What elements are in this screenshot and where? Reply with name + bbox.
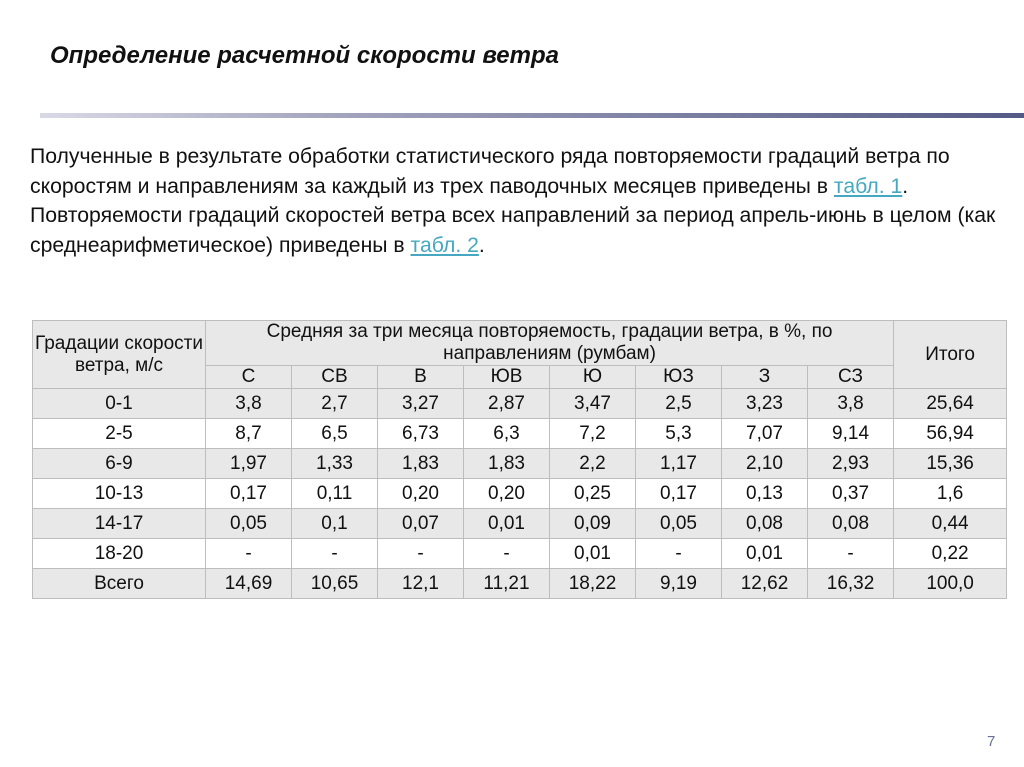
- table-1-link[interactable]: табл. 1: [833, 174, 903, 198]
- wind-frequency-table: [32, 320, 1007, 599]
- table-row: [33, 449, 1007, 479]
- table-cell: -: [636, 539, 722, 569]
- header-direction: СЗ: [808, 366, 894, 389]
- table-cell: 0,08: [808, 509, 894, 539]
- table-cell: 9,19: [636, 569, 722, 599]
- slide-title: Определение расчетной скорости ветра: [50, 42, 559, 69]
- table-cell: 1,83: [464, 449, 550, 479]
- header-total: Итого: [894, 321, 1007, 389]
- table-cell: 2,87: [464, 389, 550, 419]
- table-cell: 2,93: [808, 449, 894, 479]
- table-cell: 0,17: [636, 479, 722, 509]
- table-cell: 25,64: [894, 389, 1007, 419]
- table-cell: 3,27: [378, 389, 464, 419]
- intro-text-1: Полученные в результате обработки статистического ряда повторяемости градаций ветра по скоростям и направлениям за каждый из трех паводочных месяцев приведены в: [30, 145, 950, 198]
- table-cell: 5,3: [636, 419, 722, 449]
- table-cell: 6,5: [292, 419, 378, 449]
- table-2-link[interactable]: табл. 2: [410, 233, 479, 257]
- intro-paragraph: [30, 142, 1000, 260]
- table-cell: 0,20: [378, 479, 464, 509]
- table-cell: 2,2: [550, 449, 636, 479]
- header-direction: ЮЗ: [636, 366, 722, 389]
- page-number: 7: [987, 733, 996, 750]
- table-cell: 1,17: [636, 449, 722, 479]
- table-cell: 0,25: [550, 479, 636, 509]
- table-cell: 0,44: [894, 509, 1007, 539]
- title-divider: [40, 113, 1024, 118]
- table-cell: 16,32: [808, 569, 894, 599]
- table-cell: 0,01: [464, 509, 550, 539]
- table-cell: 0,01: [550, 539, 636, 569]
- table-row: [33, 509, 1007, 539]
- table-cell: 0,09: [550, 509, 636, 539]
- table-cell: 0-1: [33, 389, 206, 419]
- table-cell: -: [808, 539, 894, 569]
- table-cell: 0,11: [292, 479, 378, 509]
- table-cell: 15,36: [894, 449, 1007, 479]
- table-cell: 0,22: [894, 539, 1007, 569]
- table-cell: 6-9: [33, 449, 206, 479]
- table-cell: 0,37: [808, 479, 894, 509]
- table-cell: 0,05: [636, 509, 722, 539]
- table-total-row: [33, 569, 1007, 599]
- table-cell: 7,07: [722, 419, 808, 449]
- table-row: [33, 419, 1007, 449]
- table-cell: 18,22: [550, 569, 636, 599]
- header-direction: З: [722, 366, 808, 389]
- table-cell: -: [464, 539, 550, 569]
- table-cell: 0,01: [722, 539, 808, 569]
- table-row: [33, 479, 1007, 509]
- table-cell: 3,8: [808, 389, 894, 419]
- table-cell: 2,10: [722, 449, 808, 479]
- header-direction: Ю: [550, 366, 636, 389]
- table-cell: 18-20: [33, 539, 206, 569]
- header-direction-frequency: Средняя за три месяца повторяемость, градации ветра, в %, по направлениям (румбам): [206, 321, 894, 366]
- table-cell: 6,3: [464, 419, 550, 449]
- table-cell: 0,13: [722, 479, 808, 509]
- table-cell: 100,0: [894, 569, 1007, 599]
- table-cell: 2-5: [33, 419, 206, 449]
- table-cell: -: [378, 539, 464, 569]
- table-cell: 3,23: [722, 389, 808, 419]
- table-cell: 12,62: [722, 569, 808, 599]
- intro-text-2: . Повторяемости градаций скоростей ветра всех направлений за период апрель-июнь в целом (как среднеарифметическое) приведены в: [30, 174, 996, 257]
- table-cell: 12,1: [378, 569, 464, 599]
- table-cell: 1,33: [292, 449, 378, 479]
- table-cell: 8,7: [206, 419, 292, 449]
- table-cell: 6,73: [378, 419, 464, 449]
- table-cell: 0,17: [206, 479, 292, 509]
- table-cell: 1,97: [206, 449, 292, 479]
- table-cell: 2,7: [292, 389, 378, 419]
- table-cell: 14-17: [33, 509, 206, 539]
- table-cell: 10,65: [292, 569, 378, 599]
- header-direction: ЮВ: [464, 366, 550, 389]
- table-cell: 3,8: [206, 389, 292, 419]
- table-row: [33, 539, 1007, 569]
- table-row: [33, 389, 1007, 419]
- table-cell: 10-13: [33, 479, 206, 509]
- table-cell: 14,69: [206, 569, 292, 599]
- table-cell: 2,5: [636, 389, 722, 419]
- table-cell: 9,14: [808, 419, 894, 449]
- table-cell: 0,05: [206, 509, 292, 539]
- table-cell: 0,20: [464, 479, 550, 509]
- table-cell: -: [206, 539, 292, 569]
- header-direction: В: [378, 366, 464, 389]
- table-cell: 1,6: [894, 479, 1007, 509]
- table-cell: 0,1: [292, 509, 378, 539]
- table-cell: 1,83: [378, 449, 464, 479]
- table-cell: 3,47: [550, 389, 636, 419]
- table-cell: 0,08: [722, 509, 808, 539]
- header-gradations: Градации скорости ветра, м/с: [33, 321, 206, 389]
- table-cell: Всего: [33, 569, 206, 599]
- intro-text-3: .: [478, 233, 485, 257]
- table-cell: -: [292, 539, 378, 569]
- table-cell: 0,07: [378, 509, 464, 539]
- header-direction: СВ: [292, 366, 378, 389]
- table-cell: 11,21: [464, 569, 550, 599]
- table-cell: 7,2: [550, 419, 636, 449]
- table-cell: 56,94: [894, 419, 1007, 449]
- header-direction: С: [206, 366, 292, 389]
